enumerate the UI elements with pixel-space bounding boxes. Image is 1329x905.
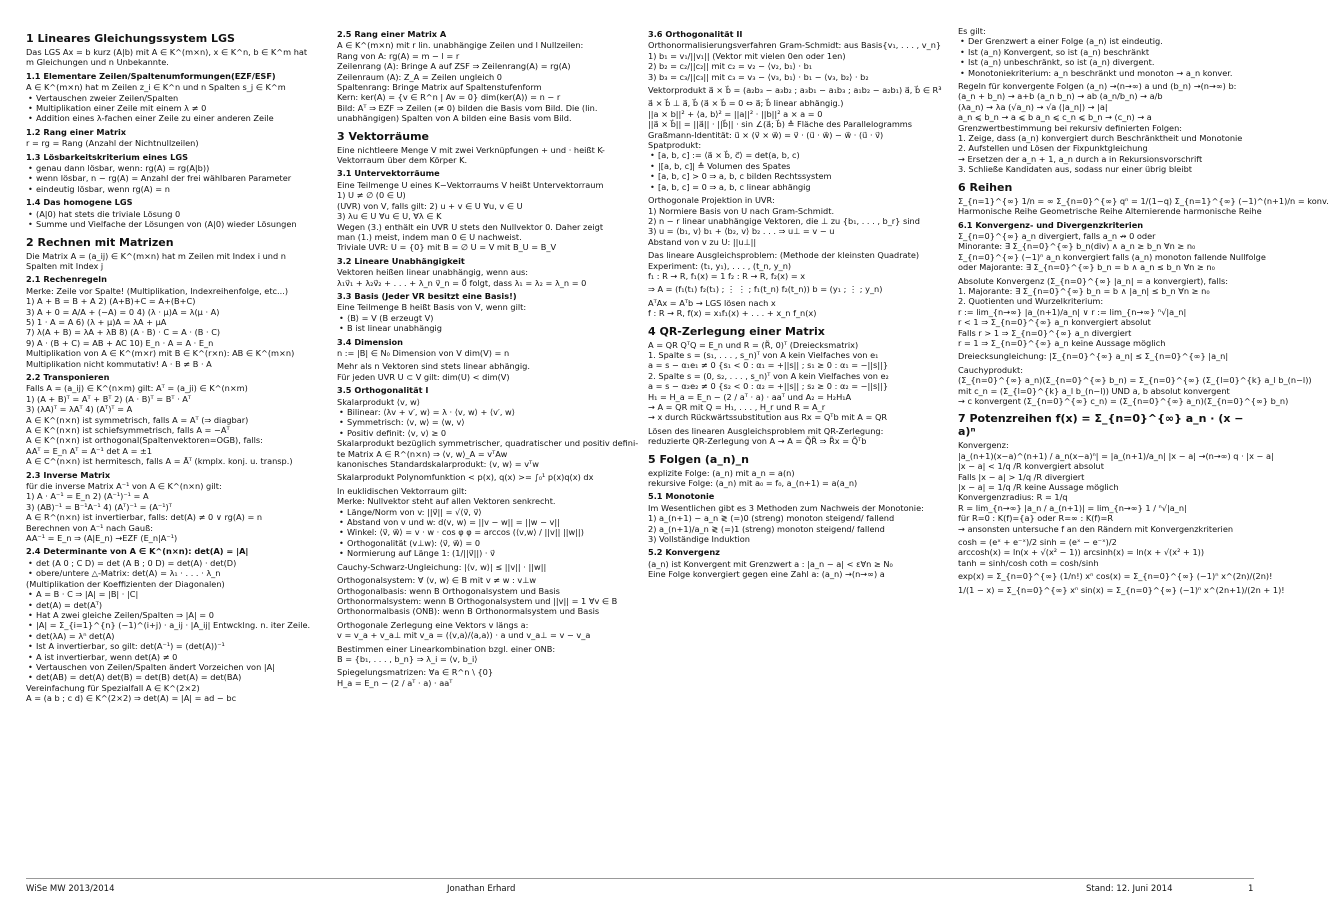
text-line: 3) A + 0 = A/A + (−A) = 0 4) (λ · μ)A = λ(μ · A): [26, 306, 220, 317]
text-line: λ₁v⃗₁ + λ₂v⃗₂ + . . . + λ_n v⃗_n = 0⃗ folgt, dass λ₁ = λ₂ = λ_n = 0: [337, 277, 587, 288]
subsection-heading: 3.4 Dimension: [337, 336, 404, 347]
text-line: mit c_n = (Σ_{l=0}^{k} a_l b_(n−l)) UND a, b absolut konvergent: [958, 385, 1230, 396]
subsection-heading: 3.1 Untervektorräume: [337, 168, 440, 179]
bullet-item: • det(A) = det(Aᵀ): [26, 600, 326, 610]
text-line: Berechnen von A⁻¹ nach Gauß:: [26, 522, 154, 533]
text-line: rekursive Folge: (a_n) mit a₀ = f₀, a_(n+1) = a(a_n): [648, 478, 858, 489]
bullet-item: • Monotoniekriterium: a_n beschränkt und monoton → a_n konver.: [958, 68, 1258, 78]
text-line: 1) A · A⁻¹ = E_n 2) (A⁻¹)⁻¹ = A: [26, 491, 149, 502]
text-line: kanonisches Standardskalarprodukt: ⟨v, w⟩ = vᵀw: [337, 459, 539, 470]
bullet-item: • [a, b, c] := ⟨a⃗ × b⃗, c⃗⟩ = det(a, b, c): [648, 150, 948, 160]
subsection-heading: 6.1 Konvergenz- und Divergenzkriterien: [958, 219, 1144, 230]
text-line: 2) a_(n+1)/a_n ≷ (=)1 (streng) monoton steigend/ fallend: [648, 523, 885, 534]
text-line: H₁ = H_a = E_n − (2 / aᵀ · a) · aaᵀ und A₂ = H₂H₁A: [648, 391, 852, 402]
text-line: Eine Teilmenge U eines K−Vektorraums V heißt Untervektorraum: [337, 179, 604, 190]
text-line: Orthonormalsystem: wenn B Orthogonalsystem und ||v|| = 1 ∀v ∈ B: [337, 595, 618, 606]
text-line: Für jeden UVR U ⊂ V gilt: dim(U) < dim(V): [337, 371, 510, 382]
column-4: [958, 26, 1329, 868]
section-heading: 5 Folgen (a_n)_n: [648, 452, 750, 466]
subsection-heading: 1.3 Lösbarkeitskriterium eines LGS: [26, 151, 188, 162]
text-line: 2. Quotienten und Wurzelkriterium:: [958, 296, 1104, 307]
text-line: Vereinfachung für Spezialfall A ∈ K^(2×2): [26, 682, 200, 693]
text-line: 9) A · (B + C) = AB + AC 10) E_n · A = A · E_n: [26, 337, 214, 348]
text-line: Harmonische Reihe Geometrische Reihe Alternierende harmonische Reihe: [958, 206, 1262, 217]
text-line: tanh = sinh/cosh coth = cosh/sinh: [958, 557, 1099, 568]
text-line: a = s − α₂e₂ ≠ 0 {s₂ < 0 : α₂ = +||s|| ; s₂ ≥ 0 : α₂ = −||s||}: [648, 381, 889, 392]
text-line: Skalarprodukt ⟨v, w⟩: [337, 396, 420, 407]
text-line: R = lim_{n→∞} |a_n / a_(n+1)| = lim_{n→∞} 1 / ⁿ√|a_n|: [958, 502, 1187, 513]
text-line: Das LGS Ax = b kurz (A|b) mit A ∈ K^(m×n), x ∈ K^n, b ∈ K^m hat: [26, 47, 308, 57]
text-line: 2. Aufstellen und Lösen der Fixpunktgleichung: [958, 143, 1148, 154]
text-line: |x − a| = 1/q /R keine Aussage möglich: [958, 482, 1119, 493]
text-line: Kern: ker(A) = {v ∈ R^n | Av = 0} dim(ker(A)) = n − r: [337, 92, 561, 103]
text-line: Absolute Konvergenz (Σ_{n=0}^{∞} |a_n| = a konvergiert), falls:: [958, 275, 1229, 286]
section-heading: 1 Lineares Gleichungssystem LGS: [26, 32, 235, 45]
text-line: explizite Folge: (a_n) mit a_n = a(n): [648, 467, 795, 478]
text-line: Spatprodukt:: [648, 140, 702, 151]
text-line: Orthogonale Projektion in UVR:: [648, 195, 775, 206]
text-line: (Σ_{n=0}^{∞} a_n)(Σ_{n=0}^{∞} b_n) = Σ_{n=0}^{∞} (Σ_{l=0}^{k} a_l b_(n−l)): [958, 375, 1312, 386]
text-line: Σ_{n=1}^{∞} 1/n = ∞ Σ_{n=0}^{∞} qⁿ = 1/(1−q) Σ_{n=1}^{∞} (−1)^(n+1)/n = konv.: [958, 195, 1329, 206]
text-line: (UVR) von V, falls gilt: 2) u + v ∈ U ∀u, v ∈ U: [337, 200, 523, 211]
section-heading: 4 QR-Zerlegung einer Matrix: [648, 324, 825, 338]
text-line: 3) (AB)⁻¹ = B⁻¹A⁻¹ 4) (Aᵀ)⁻¹ = (A⁻¹)ᵀ: [26, 501, 172, 512]
bullet-item: • eindeutig lösbar, wenn rg(A) = n: [26, 184, 326, 194]
text-line: Bestimmen einer Linearkombination bzgl. einer ONB:: [337, 643, 556, 654]
text-line: 2) n − r linear unabhängige Vektoren, die ⊥ zu {b₁, . . . , b_r} sind: [648, 215, 920, 226]
section-heading: 6 Reihen: [958, 180, 1013, 194]
text-line: 1/(1 − x) = Σ_{n=0}^{∞} xⁿ sin(x) = Σ_{n=0}^{∞} (−1)ⁿ x^(2n+1)/(2n + 1)!: [958, 584, 1285, 595]
text-line: Experiment: (t₁, y₁), . . . , (t_n, y_n): [648, 260, 792, 271]
text-line: Triviale UVR: U = {0} mit B = ∅ U = V mit B_U = B_V: [337, 242, 557, 253]
text-line: |a_(n+1)(x−a)^(n+1) / a_n(x−a)ⁿ| = |a_(n+1)/a_n| |x − a| →(n→∞) q · |x − a|: [958, 450, 1274, 461]
text-line: reduzierte QR-Zerlegung von A → A = Q̃R̃ ⇒ R̃x = Q̃ᵀb: [648, 436, 867, 447]
text-line: a⃗ × b⃗ ⊥ a⃗, b⃗ (a⃗ × b⃗ = 0 ⇔ a⃗; b⃗ linear abhängig.): [648, 98, 844, 109]
bullet-item: • obere/untere △-Matrix: det(A) = λ₁ · . . . · λ_n: [26, 568, 326, 578]
text-line: r := lim_{n→∞} |a_(n+1)/a_n| ∨ r := lim_{n→∞} ⁿ√|a_n|: [958, 306, 1187, 317]
bullet-item: • |[a, b, c]| ≙ Volumen des Spates: [648, 161, 948, 171]
text-line: Multiplikation von A ∈ K^(m×r) mit B ∈ K^(r×n): AB ∈ K^(m×n): [26, 348, 295, 359]
bullet-item: • Der Grenzwert a einer Folge (a_n) ist eindeutig.: [958, 36, 1258, 46]
text-line: A = QR QᵀQ = E_n und R = (R̃, 0)ᵀ (Dreiecksmatrix): [648, 339, 859, 350]
text-line: Bild: Aᵀ ⇒ EZF ⇒ Zeilen (≠ 0) bilden die Basis vom Bild. Die (lin.: [337, 102, 598, 113]
text-line: Konvergenz:: [958, 440, 1009, 451]
text-line: A ∈ R^(n×n) ist invertierbar, falls: det(A) ≠ 0 ∨ rg(A) = n: [26, 512, 263, 523]
text-line: 1. Majorante: ∃ Σ_{n=0}^{∞} b_n = b ∧ |a_n| ≤ b_n ∀n ≥ n₀: [958, 285, 1210, 296]
bullet-item: • Addition eines λ-fachen einer Zeile zu einer anderen Zeile: [26, 113, 326, 123]
text-line: Orthogonalbasis: wenn B Orthogonalsystem und Basis: [337, 585, 560, 596]
subsection-heading: 1.2 Rang einer Matrix: [26, 126, 127, 137]
text-line: 7) λ(A + B) = λA + λB 8) (A · B) · C = A · (B · C): [26, 327, 221, 338]
subsection-heading: 3.5 Orthogonalität I: [337, 385, 429, 396]
text-line: Abstand von v zu U: ||u⊥||: [648, 236, 757, 247]
text-line: 1) Normiere Basis von U nach Gram-Schmidt.: [648, 205, 835, 216]
subsection-heading: 1.4 Das homogene LGS: [26, 197, 133, 208]
text-line: Eine Teilmenge B heißt Basis von V, wenn gilt:: [337, 302, 527, 313]
text-line: 3) u = ⟨b₁, v⟩ b₁ + ⟨b₂, v⟩ b₂ . . . ⇒ u⊥ = v − u: [648, 226, 835, 237]
subsection-heading: 1.1 Elementare Zeilen/Spaltenumformungen(EZF/ESF): [26, 70, 276, 81]
subsection-heading: 3.3 Basis (Jeder VR besitzt eine Basis!): [337, 290, 517, 301]
text-line: 3) Vollständige Induktion: [648, 534, 750, 545]
bullet-item: • Summe und Vielfache der Lösungen von (A|0) wieder Lösungen: [26, 219, 326, 229]
text-line: (Multiplikation der Koeffizienten der Diagonalen): [26, 578, 225, 589]
text-line: Multiplikation nicht kommutativ! A · B ≠ B · A: [26, 358, 212, 369]
text-line: Wegen (3.) enthält ein UVR U stets den Nullvektor 0. Daher zeigt: [337, 221, 604, 232]
text-line: für die inverse Matrix A⁻¹ von A ∈ K^(n×n) gilt:: [26, 481, 222, 492]
text-line: v = v_a + v_a⊥ mit v_a = (⟨v,a⟩/⟨a,a⟩) · a und v_a⊥ = v − v_a: [337, 630, 591, 641]
text-line: r = 1 ⇒ Σ_{n=0}^{∞} a_n keine Aussage möglich: [958, 337, 1166, 348]
bullet-item: • Länge/Norm von v: ||v⃗|| = √⟨v⃗, v⃗⟩: [337, 507, 637, 517]
bullet-item: • B ist linear unabhängig: [337, 323, 637, 333]
text-line: A ∈ K^(n×n) ist symmetrisch, falls A = Aᵀ (⇒ diagbar): [26, 414, 249, 425]
text-line: man (1.) meist, indem man 0 ∈ U nachweist.: [337, 231, 522, 242]
bullet-item: • det(λA) = λⁿ det(A): [26, 631, 326, 641]
column-2: [337, 26, 637, 868]
text-line: n := |B| ∈ N₀ Dimension von V dim(V) = n: [337, 347, 510, 358]
text-line: Merke: Zeile vor Spalte! (Multiplikation, Indexreihenfolge, etc...): [26, 285, 289, 296]
subsection-heading: 5.1 Monotonie: [648, 491, 715, 502]
text-line: cosh = (eˣ + e⁻ˣ)/2 sinh = (eˣ − e⁻ˣ)/2: [958, 537, 1117, 548]
subsection-heading: 2.4 Determinante von A ∈ K^(n×n): det(A) = |A|: [26, 546, 249, 557]
text-line: 3) λu ∈ U ∀u ∈ U, ∀λ ∈ K: [337, 211, 442, 222]
text-line: Cauchyprodukt:: [958, 364, 1023, 375]
section-heading: 7 Potenzreihen f(x) = Σ_{n=0}^{∞} a_n · (x − a)ⁿ: [958, 412, 1244, 439]
text-line: Graßmann-Identität: u⃗ × (v⃗ × w⃗) = v⃗ · (u⃗ · w⃗) − w⃗ · (u⃗ · v⃗): [648, 129, 884, 140]
text-line: Es gilt:: [958, 26, 986, 36]
text-line: Rang von A: rg(A) = m − l = r: [337, 50, 460, 61]
text-line: Zeilenraum (A): Z_A = Zeilen ungleich 0: [337, 71, 502, 82]
bullet-item: • Symmetrisch: ⟨v, w⟩ = ⟨w, v⟩: [337, 417, 637, 427]
column-1: [26, 26, 326, 868]
bullet-item: • genau dann lösbar, wenn: rg(A) = rg(A|b)): [26, 163, 326, 173]
text-line: → Ersetzen der a_n + 1, a_n durch a in Rekursionsvorschrift: [958, 153, 1203, 164]
text-line: A ∈ K^(m×n) mit r lin. unabhängige Zeilen und l Nullzeilen:: [337, 40, 584, 51]
text-line: Minorante: ∃ Σ_{n=0}^{∞} b_n(div) ∧ a_n ≥ b_n ∀n ≥ n₀: [958, 241, 1196, 252]
text-line: AA⁻¹ = E_n ⇒ (A|E_n) →EZF (E_n|A⁻¹): [26, 533, 178, 544]
footer-date: Stand: 12. Juni 2014: [1086, 884, 1173, 894]
bullet-item: • det(AB) = det(A) det(B) = det(B) det(A) = det(BA): [26, 672, 326, 682]
text-line: 2. Spalte s = (0, s₂, . . . , s_n)ᵀ von A kein Vielfaches von e₂: [648, 370, 889, 381]
text-line: Eine nichtleere Menge V mit zwei Verknüpfungen + und · heißt K-: [337, 144, 605, 155]
bullet-item: • Ist A invertierbar, so gilt: det(A⁻¹) = (det(A))⁻¹: [26, 641, 326, 651]
bullet-item: • [a, b, c] > 0 ⇒ a, b, c bilden Rechtssystem: [648, 171, 948, 181]
text-line: exp(x) = Σ_{n=0}^{∞} (1/n!) xⁿ cos(x) = Σ_{n=0}^{∞} (−1)ⁿ x^(2n)/(2n)!: [958, 571, 1273, 582]
text-line: Mehr als n Vektoren sind stets linear abhängig.: [337, 361, 530, 372]
text-line: Orthonormalbasis (ONB): wenn B Orthonormalsystem und Basis: [337, 606, 600, 617]
text-line: r < 1 ⇒ Σ_{n=0}^{∞} a_n konvergiert absolut: [958, 317, 1151, 328]
text-line: → c konvergent (Σ_{n=0}^{∞} c_n) = (Σ_{n=0}^{∞} a_n)(Σ_{n=0}^{∞} b_n): [958, 396, 1289, 406]
text-line: Falls r > 1 ⇒ Σ_{n=0}^{∞} a_n divergiert: [958, 327, 1132, 338]
text-line: Skalarprodukt bezüglich symmetrischer, quadratischer und positiv defini-: [337, 438, 639, 449]
text-line: a = s − α₁e₁ ≠ 0 {s₁ < 0 : α₁ = +||s|| ; s₁ ≥ 0 : α₁ = −||s||}: [648, 360, 889, 371]
text-line: 3) b₃ = c₃/||c₃|| mit c₃ = v₃ − ⟨v₃, b₁⟩ · b₁ − ⟨v₃, b₂⟩ · b₂: [648, 71, 869, 82]
text-line: Lösen des linearen Ausgleichsproblem mit QR-Zerlegung:: [648, 425, 884, 436]
text-line: 1) a_(n+1) − a_n ≷ (=)0 (streng) monoton steigend/ fallend: [648, 513, 895, 524]
text-line: H_a = E_n − (2 / aᵀ · a) · aaᵀ: [337, 677, 453, 688]
text-line: Vektorprodukt a⃗ × b⃗ = (a₂b₃ − a₃b₂ ; a₃b₁ − a₁b₃ ; a₁b₂ − a₂b₁) a⃗, b⃗ ∈ R³: [648, 85, 942, 96]
bullet-item: • [a, b, c] = 0 ⇒ a, b, c linear abhängig: [648, 182, 948, 192]
text-line: (a_n) ist Konvergent mit Grenzwert a : |a_n − a| < ε∀n ≥ N₀: [648, 558, 893, 569]
bullet-item: • Abstand von v und w: d(v, w) = ||v − w|| = ||w − v||: [337, 517, 637, 527]
text-line: unabhängigen) Spalten von A bilden eine Basis vom Bild.: [337, 113, 572, 124]
text-line: (a_n + b_n) → a+b (a_n b_n) → ab (a_n/b_n) → a/b: [958, 91, 1163, 102]
text-line: 1) b₁ = v₁/||v₁|| (Vektor mit vielen 0en oder 1en): [648, 50, 846, 61]
text-line: A ∈ K^(m×n) hat m Zeilen z_i ∈ K^n und n Spalten s_j ∈ K^m: [26, 82, 286, 93]
text-line: Zeilenrang (A): Bringe A auf ZSF ⇒ Zeilenrang(A) = rg(A): [337, 61, 571, 72]
bullet-item: • det (A 0 ; C D) = det (A B ; 0 D) = det(A) · det(D): [26, 558, 326, 568]
text-line: 1) (A + B)ᵀ = Aᵀ + Bᵀ 2) (A · B)ᵀ = Bᵀ · Aᵀ: [26, 393, 192, 404]
text-line: A ∈ K^(n×n) ist orthogonal(Spaltenvektoren=OGB), falls:: [26, 435, 263, 446]
text-line: a_n ⩽ b_n → a ⩽ b a_n ⩽ c_n ⩽ b_n → (c_n) → a: [958, 112, 1152, 123]
text-line: A ∈ C^(n×n) ist hermitesch, falls A = Āᵀ (kmplx. konj. u. transp.): [26, 456, 293, 467]
bullet-item: • wenn lösbar, n − rg(A) = Anzahl der frei wählbaren Parameter: [26, 173, 326, 183]
text-line: 1) A + B = B + A 2) (A+B)+C = A+(B+C): [26, 296, 196, 307]
subsection-heading: 2.5 Rang einer Matrix A: [337, 29, 447, 39]
bullet-item: • ⟨B⟩ = V (B erzeugt V): [337, 313, 637, 323]
subsection-heading: 2.3 Inverse Matrix: [26, 469, 111, 480]
text-line: 3) (λA)ᵀ = λAᵀ 4) (Aᵀ)ᵀ = A: [26, 404, 133, 415]
text-line: Spiegelungsmatrizen: ∀a ∈ R^n \ {0}: [337, 667, 494, 678]
text-line: te Matrix A ∈ R^(n×n) ⇒ ⟨v, w⟩_A = vᵀAw: [337, 448, 508, 459]
text-line: oder Majorante: ∃ Σ_{n=0}^{∞} b_n = b ∧ a_n ≤ b_n ∀n ≥ n₀: [958, 262, 1215, 273]
text-line: für R=0 : K(f)={a} oder R=∞ : K(f)=R: [958, 513, 1114, 524]
bullet-item: • Bilinear: ⟨λv + v′, w⟩ = λ · ⟨v, w⟩ + ⟨v′, w⟩: [337, 407, 637, 417]
text-line: → x durch Rückwärtssubstitution aus Rx = Qᵀb mit A = QR: [648, 412, 888, 423]
text-line: 3. Schließe Kandidaten aus, sodass nur einer übrig bleibt: [958, 164, 1193, 175]
text-line: Orthogonalsystem: ∀ ⟨v, w⟩ ∈ B mit v ≠ w : v⊥w: [337, 575, 537, 586]
text-line: → ansonsten untersuche f an den Rändern mit Konvergenzkriterien: [958, 523, 1234, 534]
text-line: Skalarprodukt Polynomfunktion < p(x), q(x) >= ∫₀¹ p(x)q(x) dx: [337, 472, 594, 483]
text-line: Falls |x − a| > 1/q /R divergiert: [958, 471, 1085, 482]
subsection-heading: 3.2 Lineare Unabhängigkeit: [337, 255, 465, 266]
bullet-item: • Winkel: ⟨v⃗, w⃗⟩ = v · w · cos φ φ = arccos (⟨v,w⟩ / ||v|| ||w||): [337, 527, 637, 537]
text-line: Falls A = (a_ij) ∈ K^(n×m) gilt: Aᵀ = (a_ji) ∈ K^(n×m): [26, 383, 248, 394]
bullet-item: • Positiv definit: ⟨v, v⟩ ≥ 0: [337, 428, 637, 438]
footer-author: Jonathan Erhard: [447, 884, 516, 894]
bullet-item: • Ist (a_n) unbeschränkt, so ist (a_n) divergent.: [958, 57, 1258, 67]
text-line: Konvergenzradius: R = 1/q: [958, 492, 1068, 503]
text-line: Orthonormalisierungsverfahren Gram-Schmidt: aus Basis{v₁, . . . , v_n}: [648, 40, 942, 51]
text-line: ||a × b||² + ⟨a, b⟩² = ||a||² · ||b||² a × a = 0: [648, 108, 823, 119]
bullet-item: • (A|0) hat stets die triviale Lösung 0: [26, 209, 326, 219]
text-line: Spaltenrang: Bringe Matrix auf Spaltenstufenform: [337, 82, 542, 93]
text-line: Eine Folge konvergiert gegen eine Zahl a: (a_n) →(n→∞) a: [648, 569, 885, 580]
text-line: m Gleichungen und n Unbekannte.: [26, 57, 169, 68]
footer-rule: [26, 878, 1254, 879]
text-line: Vektorraum über dem Körper K.: [337, 155, 468, 166]
bullet-item: • |A| = Σ_{i=1}^{n} (−1)^(i+j) · a_ij · |A_ij| Entwcklng. n. iter Zeile.: [26, 620, 326, 630]
text-line: arccosh(x) = ln(x + √(x² − 1)) arcsinh(x) = ln(x + √(x² + 1)): [958, 547, 1205, 558]
bullet-item: • Multiplikation einer Zeile mit einem λ ≠ 0: [26, 103, 326, 113]
text-line: Die Matrix A = (a_ij) ∈ K^(m×n) hat m Zeilen mit Index i und n: [26, 250, 286, 261]
bullet-item: • Orthogonalität (v⊥w): ⟨v⃗, w⃗⟩ = 0: [337, 538, 637, 548]
section-heading: 2 Rechnen mit Matrizen: [26, 235, 174, 249]
bullet-item: • Hat A zwei gleiche Zeilen/Spalten ⇒ |A| = 0: [26, 610, 326, 620]
text-line: Σ_{n=0}^{∞} (−1)ⁿ a_n konvergiert falls (a_n) monoton fallende Nullfolge: [958, 251, 1266, 262]
text-line: ||a⃗ × b⃗|| = ||a⃗|| · ||b⃗|| · sin ∠(a⃗; b⃗) ≙ Fläche des Parallelogramms: [648, 119, 913, 130]
text-line: Dreiecksungleichung: |Σ_{n=0}^{∞} a_n| ≤ Σ_{n=0}^{∞} |a_n|: [958, 351, 1229, 362]
column-3: [648, 26, 948, 868]
text-line: → A = QR mit Q = H₁, . . . , H_r und R = A_r: [648, 402, 826, 412]
bullet-item: • Ist (a_n) Konvergent, so ist (a_n) beschränkt: [958, 47, 1258, 57]
subsection-heading: 5.2 Konvergenz: [648, 547, 720, 558]
text-line: Grenzwertbestimmung bei rekursiv definierten Folgen:: [958, 122, 1183, 133]
text-line: (λa_n) → λa (√a_n) → √a (|a_n|) → |a|: [958, 101, 1108, 112]
text-line: Das lineare Ausgleichsproblem: (Methode der kleinsten Quadrate): [648, 250, 920, 261]
subsection-heading: 3.6 Orthogonalität II: [648, 29, 743, 39]
text-line: Merke: Nullvektor steht auf allen Vektoren senkrecht.: [337, 496, 556, 507]
text-line: Regeln für konvergente Folgen (a_n) →(n→∞) a und (b_n) →(n→∞) b:: [958, 81, 1237, 92]
text-line: Im Wesentlichen gibt es 3 Methoden zum Nachweis der Monotonie:: [648, 502, 924, 513]
text-line: 1. Zeige, dass (a_n) konvergiert durch Beschränktheit und Monotonie: [958, 133, 1243, 144]
bullet-item: • Vertauschen zweier Zeilen/Spalten: [26, 93, 326, 103]
text-line: ⇒ A = (f₁(t₁) f₂(t₁) ; ⋮ ⋮ ; f₁(t_n) f₂(t_n)) b = (y₁ ; ⋮ ; y_n): [648, 284, 883, 295]
text-line: Spalten mit Index j: [26, 260, 104, 271]
text-line: 1) U ≠ ∅ (0 ∈ U): [337, 190, 406, 201]
section-heading: 3 Vektorräume: [337, 129, 430, 143]
text-line: B = {b₁, . . . , b_n} ⇒ λ_i = ⟨v, b_i⟩: [337, 653, 478, 664]
text-line: Cauchy-Schwarz-Ungleichung: |⟨v, w⟩| ≤ ||v|| · ||w||: [337, 561, 547, 572]
text-line: Orthogonale Zerlegung eine Vektors v längs a:: [337, 619, 529, 630]
footer-semester: WiSe MW 2013/2014: [26, 884, 115, 894]
text-line: Vektoren heißen linear unabhängig, wenn aus:: [337, 267, 529, 278]
text-line: A = (a b ; c d) ∈ K^(2×2) ⇒ det(A) = |A| = ad − bc: [26, 693, 237, 704]
text-line: 1. Spalte s = (s₁, . . . , s_n)ᵀ von A kein Vielfaches von e₁: [648, 349, 879, 360]
bullet-item: • Vertauschen von Zeilen/Spalten ändert Vorzeichen von |A|: [26, 662, 326, 672]
text-line: f₁ : R → R, f₁(x) = 1 f₂ : R → R, f₂(x) = x: [648, 270, 806, 281]
text-line: 2) b₂ = c₂/||c₂|| mit c₂ = v₂ − ⟨v₂, b₁⟩ · b₁: [648, 61, 813, 72]
text-line: AᵀAx = Aᵀb → LGS lösen nach x: [648, 297, 776, 308]
bullet-item: • A ist invertierbar, wenn det(A) ≠ 0: [26, 652, 326, 662]
text-line: 5) 1 · A = A 6) (λ + μ)A = λA + μA: [26, 316, 167, 327]
text-line: Σ_{n=0}^{∞} a_n divergiert, falls a_n ↛ 0 oder: [958, 230, 1156, 241]
subsection-heading: 2.1 Rechenregeln: [26, 274, 107, 285]
text-line: A ∈ K^(n×n) ist schiefsymmetrisch, falls A = −Aᵀ: [26, 425, 230, 435]
text-line: |x − a| < 1/q /R konvergiert absolut: [958, 461, 1104, 472]
bullet-item: • A = B · C ⇒ |A| = |B| · |C|: [26, 589, 326, 599]
text-line: AAᵀ = E_n Aᵀ = A⁻¹ det A = ±1: [26, 445, 153, 456]
subsection-heading: 2.2 Transponieren: [26, 371, 110, 382]
footer-page-number: 1: [1248, 884, 1254, 894]
bullet-item: • Normierung auf Länge 1: (1/||v⃗||) · v⃗: [337, 548, 637, 558]
text-line: f : R → R, f(x) = x₁f₁(x) + . . . + x_n f_n(x): [648, 308, 817, 319]
text-line: r = rg = Rang (Anzahl der Nichtnullzeilen): [26, 138, 199, 149]
text-line: In euklidischen Vektorraum gilt:: [337, 485, 468, 496]
